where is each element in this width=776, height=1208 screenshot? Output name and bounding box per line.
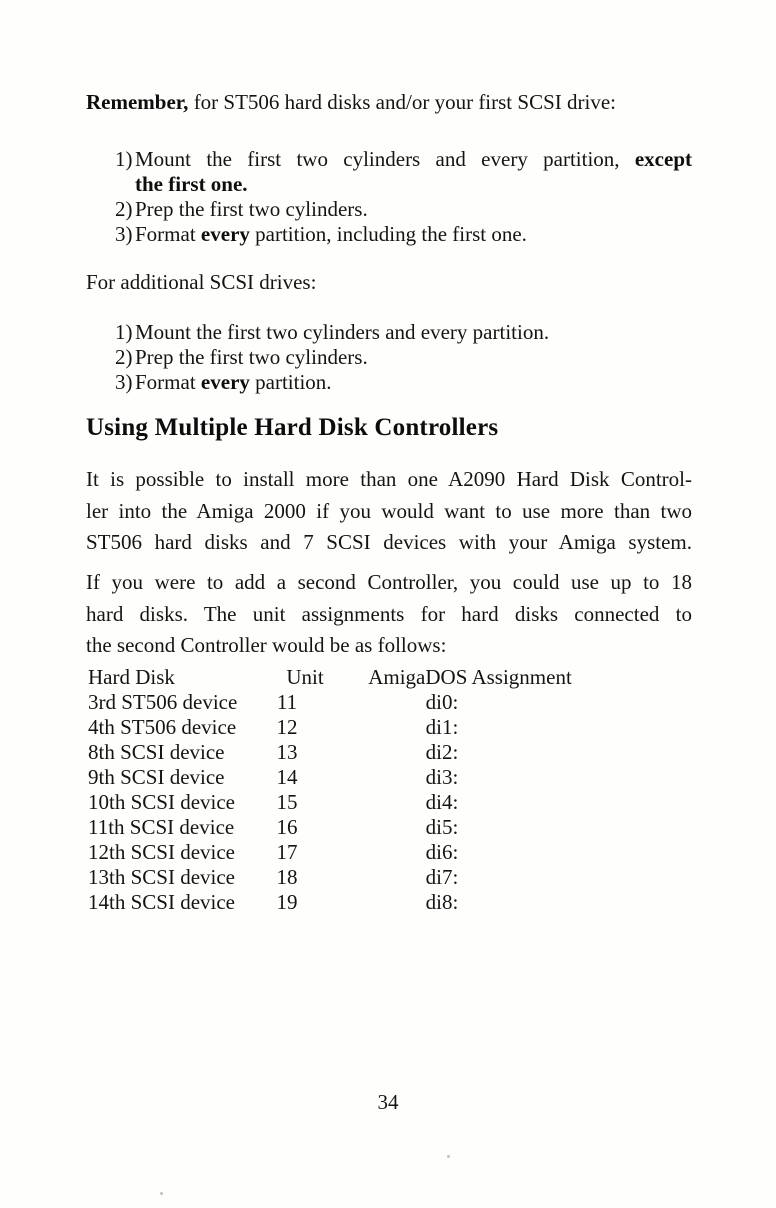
list-item: [86, 320, 692, 345]
cell-assignment: di5:: [425, 815, 459, 839]
header-unit: Unit: [286, 665, 324, 689]
cell-unit: 18: [276, 865, 298, 889]
list-item-line: the first one.: [135, 172, 248, 196]
list-item: [86, 222, 692, 247]
section-heading: Using Multiple Hard Disk Controllers: [86, 414, 499, 441]
table-row: [86, 715, 692, 740]
table-row: [86, 765, 692, 790]
table-row: [86, 840, 692, 865]
list-item-number: 1): [115, 320, 133, 344]
cell-assignment: di0:: [425, 690, 459, 714]
list-item-line: Format every partition.: [135, 370, 332, 394]
list-item-number: 3): [115, 222, 133, 246]
cell-unit: 16: [276, 815, 298, 839]
cell-assignment: di4:: [425, 790, 459, 814]
paragraph-line: ST506 hard disks and 7 SCSI devices with your Amiga system.: [86, 530, 692, 554]
paragraph-line: It is possible to install more than one A2090 Hard Disk Control-: [86, 467, 692, 491]
cell-unit: 13: [276, 740, 298, 764]
table-header-row: [86, 665, 692, 690]
scsi-intro-line: For additional SCSI drives:: [86, 270, 317, 294]
cell-hard-disk: 8th SCSI device: [88, 740, 225, 764]
intro-line: Remember, for ST506 hard disks and/or your first SCSI drive:: [86, 90, 616, 114]
cell-unit: 14: [276, 765, 298, 789]
table-row: [86, 790, 692, 815]
table-row: [86, 815, 692, 840]
list-item-line: Mount the first two cylinders and every partition.: [135, 320, 550, 344]
cell-unit: 17: [276, 840, 298, 864]
assignment-table-body: [86, 690, 692, 915]
list-item-line: Mount the first two cylinders and every partition, except: [135, 147, 692, 171]
cell-hard-disk: 14th SCSI device: [88, 890, 235, 914]
table-row: [86, 740, 692, 765]
paragraph-line: the second Controller would be as follows:: [86, 633, 447, 657]
cell-assignment: di1:: [425, 715, 459, 739]
paragraph-line: ler into the Amiga 2000 if you would want to use more than two: [86, 498, 692, 523]
cell-hard-disk: 4th ST506 device: [88, 715, 237, 739]
cell-assignment: di6:: [425, 840, 459, 864]
cell-assignment: di8:: [425, 890, 459, 914]
cell-unit: 12: [276, 715, 298, 739]
list-item-line: Format every partition, including the first one.: [135, 222, 527, 246]
list-item-number: 3): [115, 370, 133, 394]
cell-assignment: di3:: [425, 765, 459, 789]
scan-speck: [447, 1155, 450, 1158]
cell-hard-disk: 11th SCSI device: [88, 815, 235, 839]
cell-assignment: di2:: [425, 740, 459, 764]
paragraph-multiple-controllers: [86, 464, 692, 559]
header-hard-disk: Hard Disk: [88, 665, 175, 689]
assignment-table: [86, 665, 692, 915]
list-item: [86, 370, 692, 395]
table-row: [86, 890, 692, 915]
table-row: [86, 865, 692, 890]
list-item-number: 2): [115, 197, 133, 221]
list-item-number: 1): [115, 147, 133, 171]
paragraph-line: If you were to add a second Controller, you could use up to 18: [86, 570, 692, 594]
cell-hard-disk: 9th SCSI device: [88, 765, 225, 789]
scsi-list: [86, 320, 692, 395]
list-item: [86, 147, 692, 197]
page-number: 34: [377, 1090, 399, 1114]
header-amigados-assignment: AmigaDOS Assignment: [368, 665, 572, 689]
list-item-line: Prep the first two cylinders.: [135, 345, 368, 369]
list-item-line: Prep the first two cylinders.: [135, 197, 368, 221]
cell-hard-disk: 3rd ST506 device: [88, 690, 238, 714]
list-item: [86, 345, 692, 370]
cell-unit: 11: [276, 690, 298, 714]
table-row: [86, 690, 692, 715]
scan-speck: [160, 1192, 163, 1195]
remember-list: [86, 147, 692, 247]
list-item-number: 2): [115, 345, 133, 369]
cell-hard-disk: 13th SCSI device: [88, 865, 235, 889]
list-item: [86, 197, 692, 222]
paragraph-second-controller: [86, 567, 692, 662]
cell-unit: 15: [276, 790, 298, 814]
paragraph-line: hard disks. The unit assignments for hard disks connected to: [86, 601, 692, 626]
cell-hard-disk: 12th SCSI device: [88, 840, 235, 864]
cell-hard-disk: 10th SCSI device: [88, 790, 235, 814]
cell-assignment: di7:: [425, 865, 459, 889]
cell-unit: 19: [276, 890, 298, 914]
